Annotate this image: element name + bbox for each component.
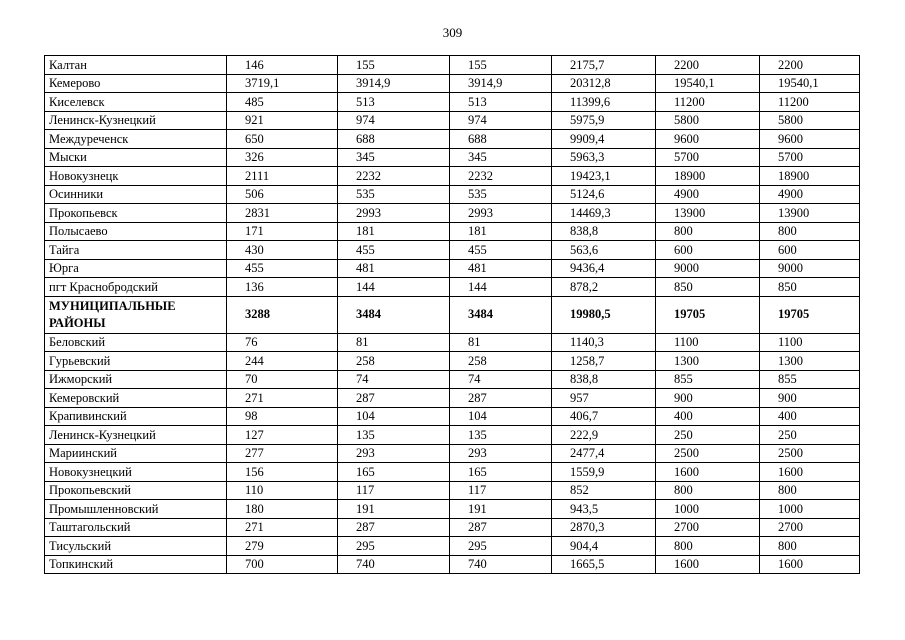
value-cell: 855 <box>760 370 860 389</box>
value-cell: 155 <box>338 56 450 75</box>
table-row <box>45 518 860 537</box>
value-cell: 19540,1 <box>760 74 860 93</box>
value-cell: 271 <box>227 389 338 408</box>
value-cell: 513 <box>450 93 552 112</box>
value-cell: 563,6 <box>552 241 656 260</box>
value-cell: 9600 <box>656 130 760 149</box>
row-name-cell: Мыски <box>45 148 227 167</box>
table-row <box>45 389 860 408</box>
value-cell: 74 <box>450 370 552 389</box>
value-cell: 156 <box>227 463 338 482</box>
value-cell: 700 <box>227 555 338 574</box>
value-cell: 513 <box>338 93 450 112</box>
value-cell: 295 <box>450 537 552 556</box>
value-cell: 878,2 <box>552 278 656 297</box>
value-cell: 13900 <box>656 204 760 223</box>
value-cell: 485 <box>227 93 338 112</box>
table-body <box>45 56 860 574</box>
value-cell: 1300 <box>656 352 760 371</box>
table-row <box>45 333 860 352</box>
value-cell: 1100 <box>656 333 760 352</box>
value-cell: 5800 <box>656 111 760 130</box>
row-name-cell: Киселевск <box>45 93 227 112</box>
value-cell: 11200 <box>760 93 860 112</box>
value-cell: 852 <box>552 481 656 500</box>
value-cell: 135 <box>338 426 450 445</box>
value-cell: 3719,1 <box>227 74 338 93</box>
row-name-cell: пгт Краснобродский <box>45 278 227 297</box>
value-cell: 9436,4 <box>552 259 656 278</box>
value-cell: 1559,9 <box>552 463 656 482</box>
value-cell: 191 <box>450 500 552 519</box>
value-cell: 5963,3 <box>552 148 656 167</box>
value-cell: 535 <box>450 185 552 204</box>
value-cell: 455 <box>338 241 450 260</box>
value-cell: 104 <box>338 407 450 426</box>
value-cell: 3914,9 <box>338 74 450 93</box>
value-cell: 345 <box>450 148 552 167</box>
value-cell: 3484 <box>338 296 450 333</box>
row-name-cell: Новокузнецкий <box>45 463 227 482</box>
table-row <box>45 111 860 130</box>
row-name-cell: Калтан <box>45 56 227 75</box>
value-cell: 1600 <box>760 555 860 574</box>
value-cell: 127 <box>227 426 338 445</box>
value-cell: 650 <box>227 130 338 149</box>
value-cell: 455 <box>450 241 552 260</box>
value-cell: 2477,4 <box>552 444 656 463</box>
value-cell: 165 <box>338 463 450 482</box>
value-cell: 800 <box>656 222 760 241</box>
value-cell: 250 <box>656 426 760 445</box>
value-cell: 850 <box>656 278 760 297</box>
table-row <box>45 537 860 556</box>
value-cell: 326 <box>227 148 338 167</box>
value-cell: 4900 <box>760 185 860 204</box>
value-cell: 974 <box>450 111 552 130</box>
value-cell: 293 <box>450 444 552 463</box>
value-cell: 2175,7 <box>552 56 656 75</box>
value-cell: 277 <box>227 444 338 463</box>
value-cell: 13900 <box>760 204 860 223</box>
value-cell: 110 <box>227 481 338 500</box>
value-cell: 18900 <box>656 167 760 186</box>
table-row <box>45 444 860 463</box>
row-name-cell: Осинники <box>45 185 227 204</box>
value-cell: 279 <box>227 537 338 556</box>
value-cell: 800 <box>760 537 860 556</box>
value-cell: 135 <box>450 426 552 445</box>
table-row <box>45 241 860 260</box>
value-cell: 838,8 <box>552 370 656 389</box>
table-row <box>45 500 860 519</box>
value-cell: 81 <box>338 333 450 352</box>
value-cell: 800 <box>760 222 860 241</box>
value-cell: 293 <box>338 444 450 463</box>
value-cell: 191 <box>338 500 450 519</box>
value-cell: 838,8 <box>552 222 656 241</box>
value-cell: 11399,6 <box>552 93 656 112</box>
table-row <box>45 370 860 389</box>
value-cell: 3288 <box>227 296 338 333</box>
value-cell: 2200 <box>656 56 760 75</box>
table-row <box>45 222 860 241</box>
table-row <box>45 167 860 186</box>
value-cell: 98 <box>227 407 338 426</box>
row-name-cell: Тайга <box>45 241 227 260</box>
value-cell: 800 <box>656 537 760 556</box>
row-name-cell: Прокопьевский <box>45 481 227 500</box>
value-cell: 904,4 <box>552 537 656 556</box>
row-name-cell: Прокопьевск <box>45 204 227 223</box>
value-cell: 5975,9 <box>552 111 656 130</box>
value-cell: 287 <box>450 518 552 537</box>
value-cell: 9600 <box>760 130 860 149</box>
value-cell: 144 <box>338 278 450 297</box>
value-cell: 1000 <box>656 500 760 519</box>
value-cell: 1000 <box>760 500 860 519</box>
value-cell: 104 <box>450 407 552 426</box>
value-cell: 850 <box>760 278 860 297</box>
value-cell: 18900 <box>760 167 860 186</box>
value-cell: 2870,3 <box>552 518 656 537</box>
value-cell: 400 <box>656 407 760 426</box>
value-cell: 2993 <box>338 204 450 223</box>
value-cell: 287 <box>338 518 450 537</box>
value-cell: 2232 <box>450 167 552 186</box>
table-row <box>45 93 860 112</box>
value-cell: 455 <box>227 259 338 278</box>
value-cell: 136 <box>227 278 338 297</box>
row-name-cell: Тисульский <box>45 537 227 556</box>
value-cell: 5700 <box>656 148 760 167</box>
value-cell: 2700 <box>656 518 760 537</box>
table-row <box>45 407 860 426</box>
row-name-cell: Гурьевский <box>45 352 227 371</box>
value-cell: 258 <box>338 352 450 371</box>
value-cell: 600 <box>656 241 760 260</box>
page-number: 309 <box>442 25 463 40</box>
value-cell: 19423,1 <box>552 167 656 186</box>
value-cell: 1600 <box>656 555 760 574</box>
table-row <box>45 296 860 333</box>
value-cell: 921 <box>227 111 338 130</box>
row-name-cell: МУНИЦИПАЛЬНЫЕ РАЙОНЫ <box>45 296 227 333</box>
value-cell: 171 <box>227 222 338 241</box>
value-cell: 900 <box>656 389 760 408</box>
value-cell: 2200 <box>760 56 860 75</box>
value-cell: 406,7 <box>552 407 656 426</box>
row-name-cell: Беловский <box>45 333 227 352</box>
value-cell: 19705 <box>760 296 860 333</box>
value-cell: 244 <box>227 352 338 371</box>
value-cell: 2232 <box>338 167 450 186</box>
value-cell: 19705 <box>656 296 760 333</box>
row-name-cell: Кемерово <box>45 74 227 93</box>
table-row <box>45 481 860 500</box>
value-cell: 76 <box>227 333 338 352</box>
value-cell: 287 <box>338 389 450 408</box>
value-cell: 155 <box>450 56 552 75</box>
value-cell: 19540,1 <box>656 74 760 93</box>
row-name-cell: Ижморский <box>45 370 227 389</box>
value-cell: 506 <box>227 185 338 204</box>
value-cell: 1665,5 <box>552 555 656 574</box>
value-cell: 181 <box>338 222 450 241</box>
row-name-cell: Топкинский <box>45 555 227 574</box>
value-cell: 957 <box>552 389 656 408</box>
value-cell: 535 <box>338 185 450 204</box>
value-cell: 2993 <box>450 204 552 223</box>
value-cell: 3484 <box>450 296 552 333</box>
value-cell: 1600 <box>760 463 860 482</box>
table-row <box>45 259 860 278</box>
value-cell: 295 <box>338 537 450 556</box>
value-cell: 81 <box>450 333 552 352</box>
value-cell: 2700 <box>760 518 860 537</box>
value-cell: 74 <box>338 370 450 389</box>
value-cell: 688 <box>450 130 552 149</box>
value-cell: 117 <box>450 481 552 500</box>
value-cell: 4900 <box>656 185 760 204</box>
value-cell: 1600 <box>656 463 760 482</box>
value-cell: 250 <box>760 426 860 445</box>
value-cell: 1300 <box>760 352 860 371</box>
row-name-cell: Промышленновский <box>45 500 227 519</box>
value-cell: 19980,5 <box>552 296 656 333</box>
value-cell: 1140,3 <box>552 333 656 352</box>
value-cell: 2831 <box>227 204 338 223</box>
row-name-cell: Таштагольский <box>45 518 227 537</box>
value-cell: 900 <box>760 389 860 408</box>
row-name-cell: Новокузнецк <box>45 167 227 186</box>
row-name-cell: Мариинский <box>45 444 227 463</box>
table-row <box>45 555 860 574</box>
value-cell: 222,9 <box>552 426 656 445</box>
table-row <box>45 352 860 371</box>
value-cell: 400 <box>760 407 860 426</box>
value-cell: 117 <box>338 481 450 500</box>
value-cell: 287 <box>450 389 552 408</box>
value-cell: 943,5 <box>552 500 656 519</box>
value-cell: 9909,4 <box>552 130 656 149</box>
table-row <box>45 278 860 297</box>
table-row <box>45 148 860 167</box>
value-cell: 146 <box>227 56 338 75</box>
table-row <box>45 204 860 223</box>
row-name-cell: Ленинск-Кузнецкий <box>45 426 227 445</box>
value-cell: 5124,6 <box>552 185 656 204</box>
value-cell: 5800 <box>760 111 860 130</box>
value-cell: 11200 <box>656 93 760 112</box>
value-cell: 688 <box>338 130 450 149</box>
value-cell: 2500 <box>656 444 760 463</box>
value-cell: 3914,9 <box>450 74 552 93</box>
row-name-cell: Юрга <box>45 259 227 278</box>
row-name-cell: Полысаево <box>45 222 227 241</box>
value-cell: 481 <box>450 259 552 278</box>
value-cell: 800 <box>656 481 760 500</box>
table-row <box>45 426 860 445</box>
table-row <box>45 74 860 93</box>
value-cell: 1100 <box>760 333 860 352</box>
value-cell: 180 <box>227 500 338 519</box>
value-cell: 430 <box>227 241 338 260</box>
table-row <box>45 56 860 75</box>
value-cell: 855 <box>656 370 760 389</box>
value-cell: 345 <box>338 148 450 167</box>
value-cell: 14469,3 <box>552 204 656 223</box>
table-row <box>45 463 860 482</box>
value-cell: 144 <box>450 278 552 297</box>
value-cell: 5700 <box>760 148 860 167</box>
value-cell: 740 <box>338 555 450 574</box>
table-row <box>45 185 860 204</box>
value-cell: 271 <box>227 518 338 537</box>
value-cell: 70 <box>227 370 338 389</box>
value-cell: 2111 <box>227 167 338 186</box>
data-table <box>44 55 860 574</box>
row-name-cell: Крапивинский <box>45 407 227 426</box>
value-cell: 800 <box>760 481 860 500</box>
value-cell: 165 <box>450 463 552 482</box>
row-name-cell: Ленинск-Кузнецкий <box>45 111 227 130</box>
row-name-cell: Кемеровский <box>45 389 227 408</box>
value-cell: 1258,7 <box>552 352 656 371</box>
value-cell: 9000 <box>656 259 760 278</box>
row-name-cell: Междуреченск <box>45 130 227 149</box>
value-cell: 974 <box>338 111 450 130</box>
value-cell: 2500 <box>760 444 860 463</box>
value-cell: 600 <box>760 241 860 260</box>
table-row <box>45 130 860 149</box>
value-cell: 181 <box>450 222 552 241</box>
value-cell: 20312,8 <box>552 74 656 93</box>
value-cell: 9000 <box>760 259 860 278</box>
value-cell: 481 <box>338 259 450 278</box>
value-cell: 740 <box>450 555 552 574</box>
value-cell: 258 <box>450 352 552 371</box>
